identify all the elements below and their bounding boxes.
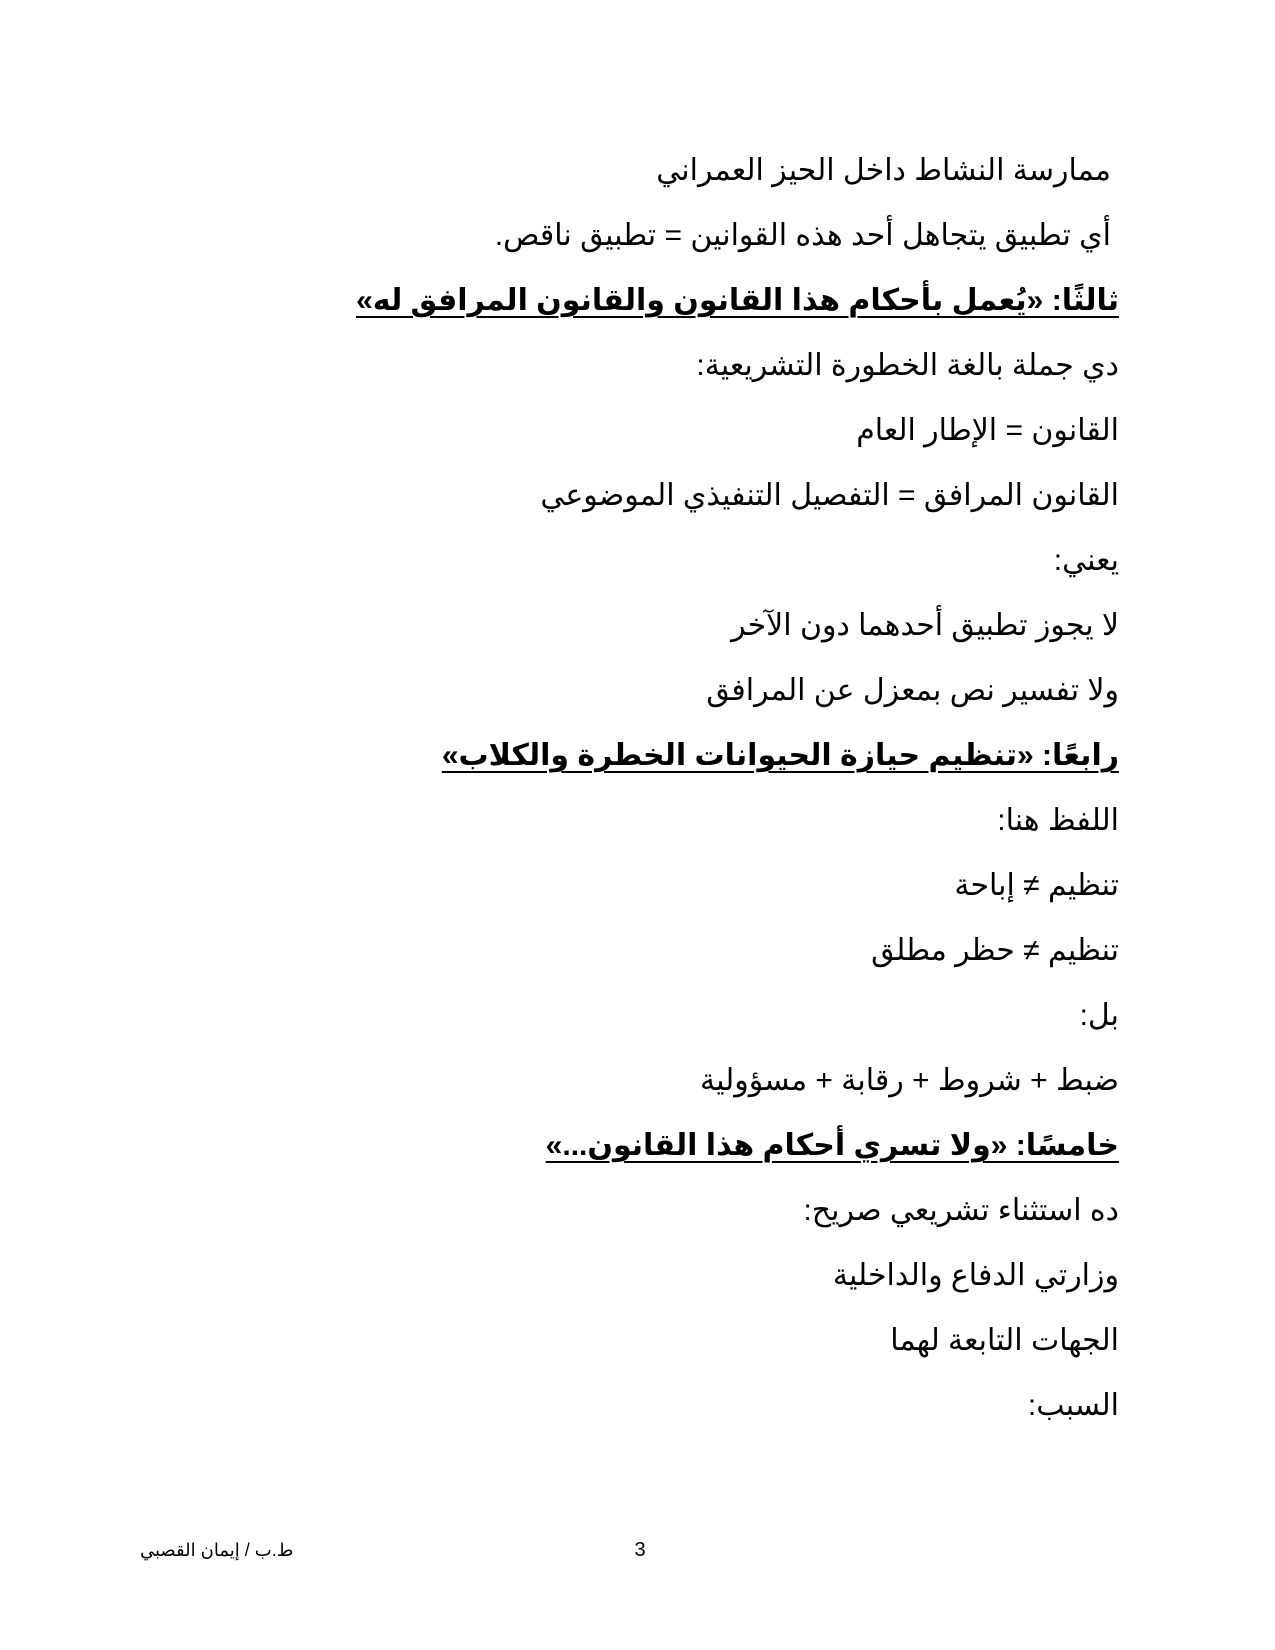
body-line: اللفظ هنا: [997, 804, 1119, 837]
body-line: دي جملة بالغة الخطورة التشريعية: [696, 349, 1119, 382]
body-line: تنظيم ≠ حظر مطلق [871, 934, 1119, 967]
body-line: السبب: [1027, 1389, 1119, 1422]
body-line: ضبط + شروط + رقابة + مسؤولية [700, 1064, 1119, 1097]
body-line: أي تطبيق يتجاهل أحد هذه القوانين = تطبيق ناقص. [494, 219, 1111, 252]
body-line: الجهات التابعة لهما [890, 1324, 1119, 1357]
body-line: تنظيم ≠ إباحة [954, 869, 1119, 902]
body-line: القانون = الإطار العام [856, 414, 1119, 447]
footer-author: ط.ب / إيمان القصبي [140, 1540, 294, 1560]
body-line: ولا تفسير نص بمعزل عن المرافق [706, 674, 1119, 707]
body-line: يعني: [1053, 544, 1119, 577]
body-line: لا يجوز تطبيق أحدهما دون الآخر [731, 609, 1119, 642]
body-line: ممارسة النشاط داخل الحيز العمراني [656, 154, 1111, 187]
body-line: ده استثناء تشريعي صريح: [803, 1194, 1119, 1227]
page-number: 3 [634, 1539, 646, 1561]
body-line: بل: [1079, 999, 1119, 1032]
section-heading-fifth: خامسًا: «ولا تسري أحكام هذا القانون...» [545, 1129, 1119, 1162]
body-line: القانون المرافق = التفصيل التنفيذي الموضوعي [540, 479, 1119, 512]
section-heading-third: ثالثًا: «يُعمل بأحكام هذا القانون والقانون المرافق له» [356, 284, 1119, 317]
body-line: وزارتي الدفاع والداخلية [832, 1259, 1119, 1292]
page-body [356, 138, 1119, 1438]
section-heading-fourth: رابعًا: «تنظيم حيازة الحيوانات الخطرة والكلاب» [441, 739, 1119, 772]
